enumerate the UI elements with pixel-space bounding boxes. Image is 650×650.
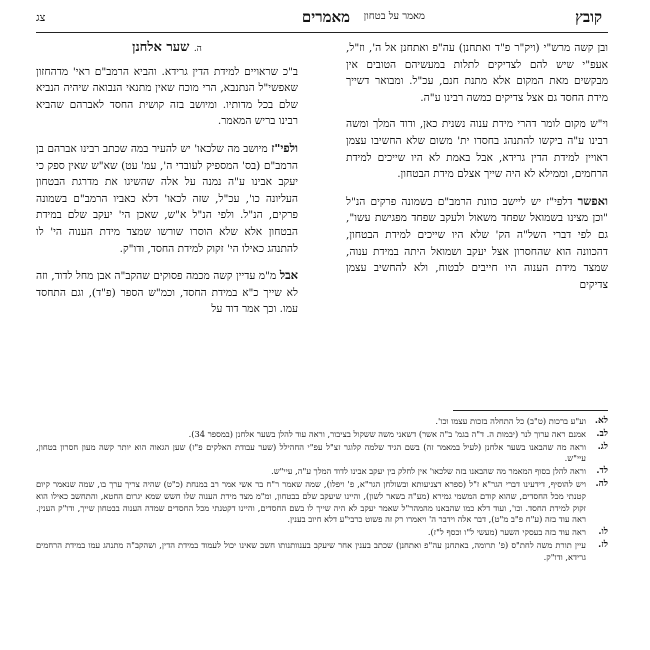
footnote-number: לו. <box>598 527 608 538</box>
running-head-subtitle: מאמר על בטחון <box>363 11 425 22</box>
footnote <box>36 416 608 428</box>
footnote-number: לב. <box>596 428 608 439</box>
footnote <box>36 540 608 564</box>
footnote-text: וע"ע ברכות (ט"ב) כל התחלה בזכות עצמו וכו'. <box>435 416 586 426</box>
footnote-text: וראה מה שהבאנו בשער אלחנן (לעיל במאמר זה) בשם הגיד שלמה קלוגר זצ"ל עפ"י החהילל (שער עבודת האלקים פ"ז) שען הגאוה הוא יותר קשה מעון חסרון בטחון, עיי"ש. <box>36 441 586 464</box>
footnote-number: לד. <box>596 466 608 477</box>
paragraph-text: מיושב מה שלכאו' יש להעיר במה שכתב רבינו אברהם בן הרמב"ם (בס' המספיק לעובדי ה', עמ' עט) שא"ש שאין ספק כי יעקב אבינו ע"ה נמנה על אלה שהשיגו את מדרגת הבטחון העליונה כו', עכ"ל, שזה לכאו' דלא כאביו הרמב"ם בשמונה פרקים, הנ"ל. ולפי הנ"ל א"ש, שאכן הי' יעקב שלם במידת הבטחון אלא שלא הוסרו שורשו שמצד מידת הענוה הי' לו להתנהג כאילו הי' זקוק למידת החסד, ודו"ק. <box>36 142 298 255</box>
footnote <box>36 442 608 466</box>
paragraph-text: מ"מ עדיין קשה מכמה פסוקים שהקב"ה אבן מחל לדוד, וזה לא שייך כ"א במידת החסד, וכמ"ש הספר (פ"ד), וגם התחסד עמו. וכך אמר דוד על <box>36 270 298 316</box>
footnote-number: לה. <box>595 478 608 489</box>
footnote <box>36 429 608 441</box>
header-rule <box>36 32 608 33</box>
section-title-text: שער אלחנן <box>132 40 190 55</box>
paragraph: וי"ש מקום לומר דהרי מידת ענוה נשנית כאן, ודוד המלך ומשה רבינו ע"ה ביקשו להתנהג בחסדו ית' משום שלא החשיבו עצמן ראויין למידת הדין גרידא, אבל באמת לא היו שייכים למידת הרחמים, וממילא לא היה שייך אצלם מידת הבטחון. <box>346 118 608 181</box>
footnote-number: לא. <box>594 416 608 426</box>
paragraph <box>36 267 298 318</box>
footnote-text: וראה להלן בסוף המאמר מה שהבאנו בזה שלכאו' אין לחלק בין יעקב אבינו לדוד המלך ע"ה, עיי"ש. <box>271 466 586 477</box>
paragraph <box>36 140 298 257</box>
paragraph: ובן קשה מרש"י (ויק"ר פ"ד ואתחנן) עה"פ ואתחנן אל ה', וז"ל, אעפ"י שיש להם לצדיקים לתלות במעשיהם הטובים אין מבקשים מאת המקום אלא מתנת חנם, עכ"ל. ומבואר דשייך מידת החסד גם אצל צדיקים כמשה רבינו ע"ה. <box>346 42 608 104</box>
footnote-rule <box>453 410 608 411</box>
running-head-book: קובץ <box>575 8 602 26</box>
page-number: צג <box>36 11 46 24</box>
section-title <box>36 40 298 58</box>
footnote-text: ראה עוד בזה בעסקי השער (מעשי ל"ו וכסף ל"ז). <box>427 527 586 538</box>
footnote <box>36 466 608 478</box>
paragraph-lead-word: ולפי"ז <box>271 140 298 155</box>
footnote-text: אמנם ראה ערוך לנר (יבמות ה. ד"ה בגמ' ב"ה אשר) דשאני משה ששקול בציבור, וראה עוד להלן בשער אלחנן (במספר 34). <box>188 428 586 439</box>
footnote-text: ויש להוסיף, דידעינו דברי הגר"א ז"ל (ספרא דצניעותא ובשולחן הגר"א, פ' ויפלו), שמה שאמר ר"ח בר אשי אמר רב במנחת (כ"ט) שהיה צריך ערך בו, שמה שנאמר קיום קטנתי מכל החסדים, שהוא קודם המשמי גמירא (מע"ה בשאר לשון), והיינו שיעקב שלם בבטחון, ומ"מ מצד מידת הענוה שלו חשש שמא יגרום החטא, והתחשב כאילו הוא זקוק למידת החסד. וכו', ועוד דלא כמו שהבאנו מהמהר"ל שאמר יעקב לא היה שייך לו בשם החסדים, והיינו דקטנתי מכל החסדים שמדה הענוה בבטחון שייך, ודו"ק הענין. ראה עוד בזה (ע"ח פ"ב מ"ט), דבר אלה וידבר ה' ויאמרו רק זה פשוט כרבי"ע דלא חיוב בענין. <box>36 478 586 525</box>
footnote-text: עיין תורת משה לחת"ס (פ' תרומה, באתחנן עה"פ ואתחנן) שכתב בענין אחר שיעקב בענוותנותו חשב שאינו יכול לעמוד במידת הדין, ושהקב"ה מתנהג עמו במידת הרחמים גרידא, ודו"ק. <box>36 539 586 562</box>
footnote-number: לג. <box>597 441 608 452</box>
paragraph: ב"כ שראויים למידת הדין גרידא. והביא הרמב"ם ראי' מדהחזון שאפשי"ל הנתנבא, הרי מוכח שאין מתנאי הנבואה שיהיה הנביא שלם בכל מדותיו. ומיושב בזה קושית החסד לאברהם שהביא רבינו בריש המאמר. <box>36 65 298 128</box>
right-column <box>346 40 608 293</box>
footnote-number: לז. <box>598 539 608 550</box>
footnote <box>36 527 608 539</box>
running-head-section: מאמרים <box>301 8 350 26</box>
paragraph-lead-word: ואפשר <box>577 193 608 208</box>
paragraph-lead-word: אבל <box>279 268 298 283</box>
paragraph-text: דלפי"ז יש ליישב כוונת הרמב"ם בשמונה פרקים הנ"ל "וכן מצינו בשמואל שפחד משאול ולעקב שפחד מפגישת עשו", גם לפי דברי השל"ה הק' שלא היו שייכים למידת הבטחון, דהכוונה הוא שהחסרון אצל יעקב ושמואל היתה במידת ענוה, שמצד מידת הענוה היו חייבים לבטוח, ולא להחשיב עצמן צדיקים <box>346 195 608 291</box>
left-column <box>36 40 298 318</box>
paragraph <box>346 193 608 294</box>
footnotes <box>36 416 608 565</box>
section-title-mark: ה. <box>193 44 202 54</box>
page-header <box>0 8 650 30</box>
footnote <box>36 479 608 526</box>
